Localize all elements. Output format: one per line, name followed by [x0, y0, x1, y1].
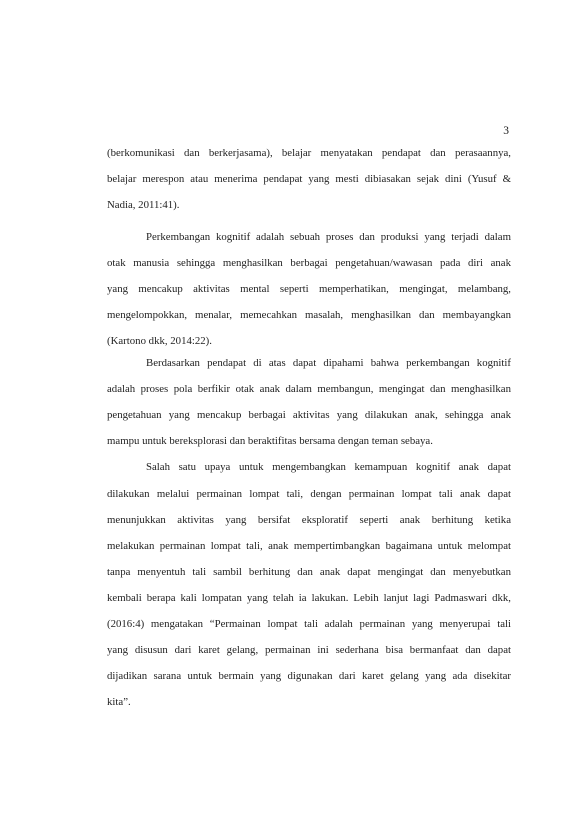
paragraph-4-line-9: dijadikan sarana untuk bermain yang digunakan dari karet gelang yang ada disekitar	[107, 670, 511, 682]
paragraph-4-line-5: tanpa menyentuh tali sambil berhitung dan anak dapat mengingat dan menyebutkan	[107, 566, 511, 578]
paragraph-4-line-7: (2016:4) mengatakan “Permainan lompat tali adalah permainan yang menyerupai tali	[107, 618, 511, 630]
paragraph-1-line-3: Nadia, 2011:41).	[107, 199, 180, 211]
paragraph-1-line-2: belajar merespon atau menerima pendapat yang mesti dibiasakan sejak dini (Yusuf &	[107, 173, 511, 185]
paragraph-1-line-1: (berkomunikasi dan berkerjasama), belajar menyatakan pendapat dan perasaannya,	[107, 147, 511, 159]
paragraph-3-line-4: mampu untuk bereksplorasi dan beraktifitas bersama dengan teman sebaya.	[107, 435, 433, 447]
paragraph-4-line-4: melakukan permainan lompat tali, anak mempertimbangkan bagaimana untuk melompat	[107, 540, 511, 552]
paragraph-4-line-2: dilakukan melalui permainan lompat tali, dengan permainan lompat tali anak dapat	[107, 488, 511, 500]
paragraph-3-line-2: adalah proses pola berfikir otak anak dalam membangun, mengingat dan menghasilkan	[107, 383, 511, 395]
paragraph-4-line-3: menunjukkan aktivitas yang bersifat eksploratif seperti anak berhitung ketika	[107, 514, 511, 526]
paragraph-2-line-5: (Kartono dkk, 2014:22).	[107, 335, 212, 347]
page-number: 3	[503, 125, 509, 137]
paragraph-4-line-6: kembali berapa kali lompatan yang telah ia lakukan. Lebih lanjut lagi Padmaswari dkk,	[107, 592, 511, 604]
paragraph-4-line-1: Salah satu upaya untuk mengembangkan kemampuan kognitif anak dapat	[146, 461, 511, 473]
paragraph-4-line-8: yang disusun dari karet gelang, permainan ini sederhana bisa bermanfaat dan dapat	[107, 644, 511, 656]
paragraph-3-line-3: pengetahuan yang mencakup berbagai aktivitas yang dilakukan anak, sehingga anak	[107, 409, 511, 421]
paragraph-2-line-3: yang mencakup aktivitas mental seperti memperhatikan, mengingat, melambang,	[107, 283, 511, 295]
paragraph-2-line-2: otak manusia sehingga menghasilkan berbagai pengetahuan/wawasan pada diri anak	[107, 257, 511, 269]
paragraph-4-line-10: kita”.	[107, 696, 131, 708]
paragraph-2-line-4: mengelompokkan, menalar, memecahkan masalah, menghasilkan dan membayangkan	[107, 309, 511, 321]
paragraph-3-line-1: Berdasarkan pendapat di atas dapat dipahami bahwa perkembangan kognitif	[146, 357, 511, 369]
paragraph-2-line-1: Perkembangan kognitif adalah sebuah proses dan produksi yang terjadi dalam	[146, 231, 511, 243]
